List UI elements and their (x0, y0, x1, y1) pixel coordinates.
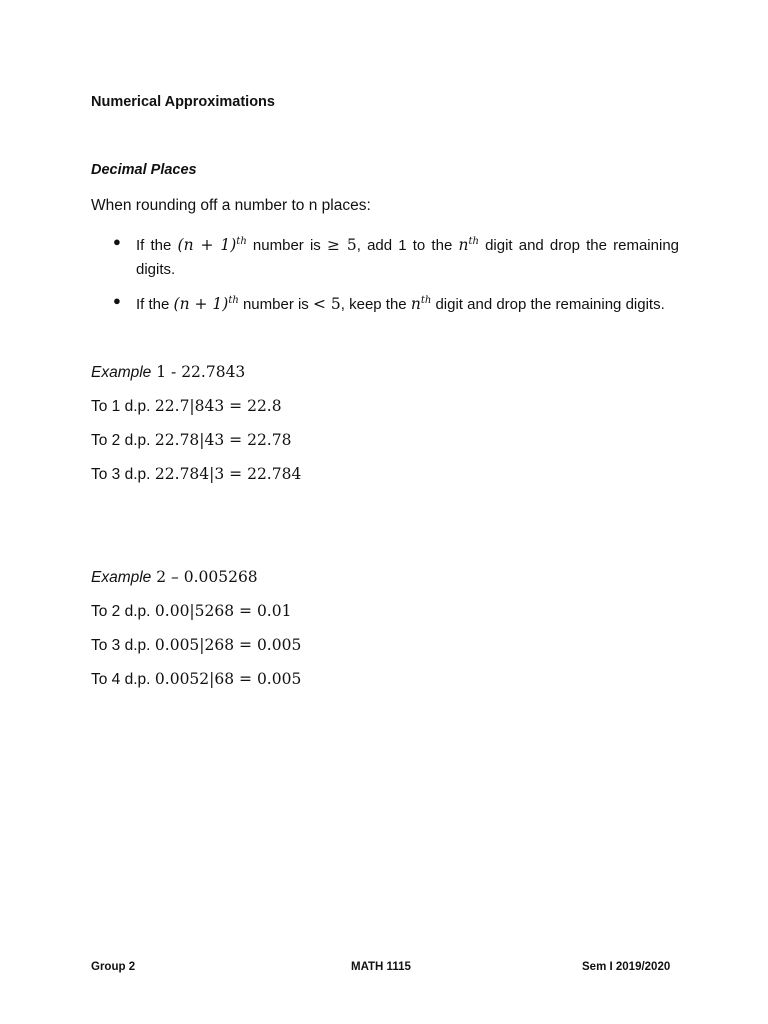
rule-text: number is (238, 296, 313, 314)
rule-text: , add 1 to the (356, 237, 459, 255)
math-expr: n (410, 295, 421, 314)
example-2-line-1 (91, 602, 291, 621)
precision-label: To 4 d.p. (91, 671, 151, 688)
rule-text: If the (136, 296, 174, 314)
rounding-expression: 0.005|268 = 0.005 (154, 636, 302, 654)
rule-text: number is (246, 237, 327, 255)
precision-label: To 1 d.p. (91, 398, 151, 415)
rule-text: digit and drop the remaining digits. (136, 237, 680, 279)
footer-group: Group 2 (91, 961, 136, 973)
math-sup: th (228, 295, 239, 307)
rule-item-round-up (91, 230, 679, 282)
rounding-expression: 0.0052|68 = 0.005 (154, 670, 302, 688)
math-sup: th (468, 236, 479, 247)
precision-label: To 2 d.p. (91, 432, 151, 449)
example-2-line-2 (91, 636, 301, 655)
example-1-line-3 (91, 465, 301, 484)
precision-label: To 2 d.p. (91, 603, 151, 620)
footer-semester: Sem I 2019/2020 (582, 961, 671, 973)
math-n-plus-1 (174, 295, 239, 313)
rule-text: digit and drop the remaining digits. (431, 296, 665, 314)
math-condition: ≥ 5 (326, 236, 357, 255)
example-number: 1 - 22.7843 (151, 363, 246, 381)
math-expr: (n + 1) (173, 295, 229, 314)
precision-label: To 3 d.p. (91, 637, 151, 654)
footer-course: MATH 1115 (351, 961, 411, 973)
bullet-icon: ● (113, 293, 121, 309)
rounding-expression: 22.784|3 = 22.784 (154, 465, 302, 483)
rule-text: , keep the (340, 296, 411, 314)
math-sup: th (420, 295, 432, 307)
math-expr: (n + 1) (177, 236, 237, 255)
math-sup: th (236, 236, 247, 247)
math-expr: n (458, 236, 469, 255)
example-label: Example (91, 569, 152, 586)
rounding-expression: 0.00|5268 = 0.01 (154, 602, 292, 620)
rounding-expression: 22.7|843 = 22.8 (154, 397, 282, 415)
precision-label: To 3 d.p. (91, 466, 151, 483)
math-condition: < 5 (312, 295, 341, 314)
example-2-heading (91, 568, 258, 587)
rounding-rules-list (91, 230, 679, 324)
example-1-line-2 (91, 431, 291, 450)
math-nth (458, 236, 478, 254)
example-number: 2 – 0.005268 (151, 568, 258, 586)
intro-text: When rounding off a number to n places: (91, 197, 371, 214)
rounding-expression: 22.78|43 = 22.78 (154, 431, 292, 449)
example-2-line-3 (91, 670, 301, 689)
rule-item-keep (91, 289, 679, 317)
section-title: Decimal Places (91, 162, 197, 178)
example-1-line-1 (91, 397, 282, 416)
math-n-plus-1 (178, 236, 247, 254)
rule-text: If the (136, 237, 178, 255)
page-title: Numerical Approximations (91, 94, 275, 110)
bullet-icon: ● (113, 234, 121, 249)
math-nth (411, 295, 431, 313)
example-label: Example (91, 364, 152, 381)
example-1-heading (91, 363, 245, 382)
